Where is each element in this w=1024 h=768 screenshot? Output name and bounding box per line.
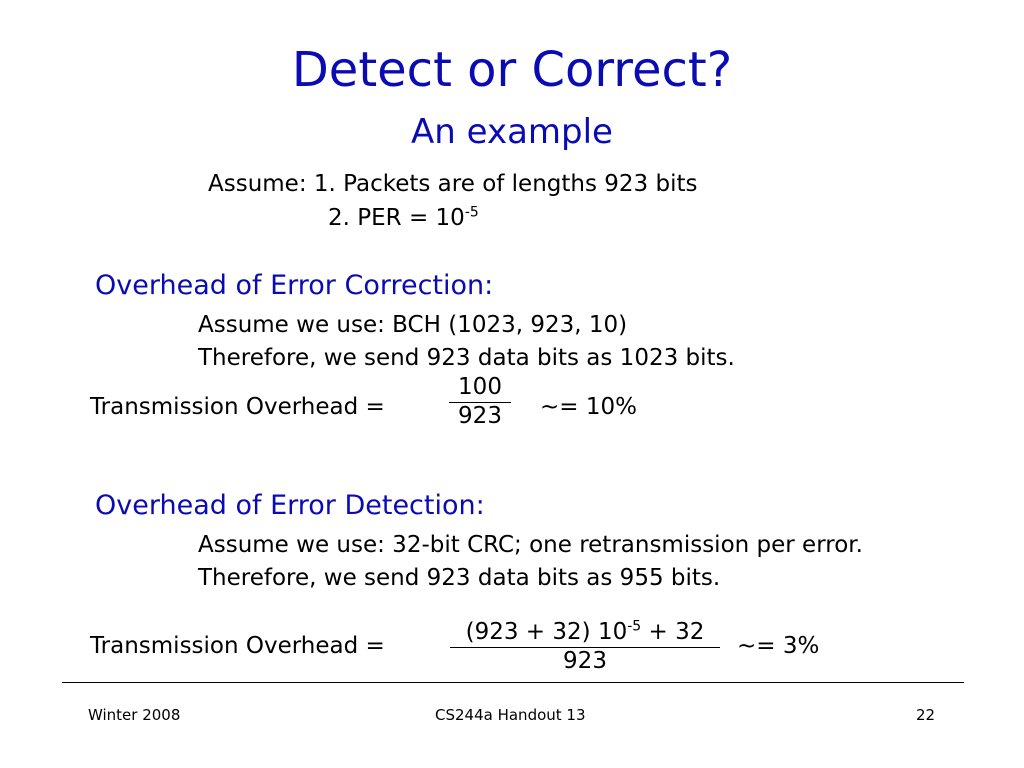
correction-heading: Overhead of Error Correction:: [95, 270, 494, 301]
detection-fraction: [450, 619, 720, 674]
detection-denominator: 923: [563, 648, 607, 674]
correction-line-2: Therefore, we send 923 data bits as 1023 bits.: [198, 345, 735, 371]
footer-left: Winter 2008: [88, 706, 181, 724]
assume-line-1: Assume: 1. Packets are of lengths 923 bits: [208, 171, 698, 197]
slide-title: Detect or Correct?: [291, 42, 733, 98]
correction-fraction: [449, 374, 511, 429]
detection-overhead-label: Transmission Overhead =: [90, 633, 385, 659]
footer-divider: [62, 682, 964, 683]
detection-line-2: Therefore, we send 923 data bits as 955 bits.: [198, 565, 721, 591]
correction-overhead-label: Transmission Overhead =: [90, 394, 385, 420]
detection-heading: Overhead of Error Detection:: [95, 490, 485, 521]
page-number: 22: [916, 706, 936, 724]
detection-line-1: Assume we use: 32-bit CRC; one retransmission per error.: [198, 532, 863, 558]
correction-result: ~= 10%: [540, 394, 637, 420]
per-label: 2. PER = 10: [328, 205, 465, 231]
assume-line-2: [328, 205, 479, 231]
correction-numerator: 100: [449, 374, 511, 403]
detection-numerator-base: (923 + 32) 10: [465, 619, 628, 645]
footer-center: CS244a Handout 13: [435, 706, 586, 724]
per-exponent: -5: [464, 204, 479, 221]
detection-result: ~= 3%: [737, 633, 820, 659]
detection-numerator-exponent: -5: [627, 618, 642, 635]
slide-subtitle: An example: [411, 112, 613, 152]
correction-denominator: 923: [458, 403, 502, 429]
detection-numerator: [450, 619, 720, 648]
correction-line-1: Assume we use: BCH (1023, 923, 10): [198, 312, 628, 338]
detection-numerator-suffix: + 32: [641, 619, 705, 645]
